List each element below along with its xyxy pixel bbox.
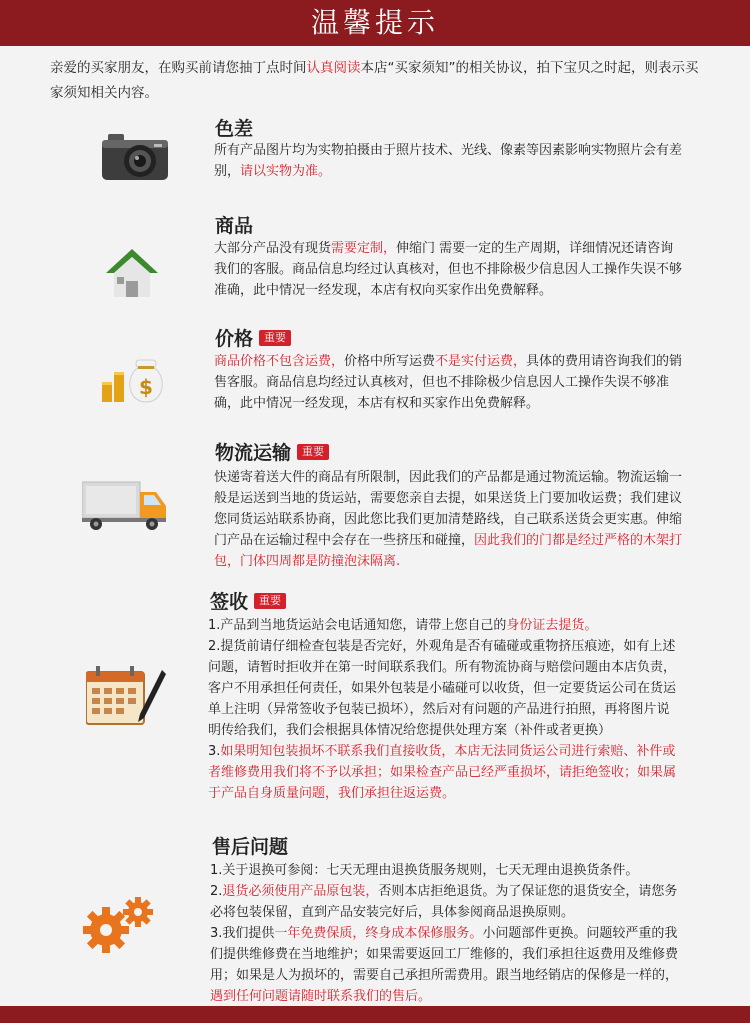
after-item-2: [210, 881, 680, 923]
section-body-product: [214, 238, 684, 301]
section-body-logistics: [214, 467, 684, 572]
section-logistics-text: 快递寄着送大件的商品有所限制，因此我们的产品都是通过物流运输。物流运输一般是运送到当地的货运站，需要您亲自去提，如果送货上门要加收运费；我们建议您同货运站联系协商，因此您比我们更加清楚路线，自己联系送货会更实惠。伸缩门产品在运输过程中会存在一些挤压和碰撞，: [214, 470, 683, 548]
section-body-sign: [208, 615, 678, 804]
important-badge: 重要: [254, 593, 286, 609]
section-after-sales: [0, 826, 750, 1006]
intro-text-part2: 本店“买家须知”的相关协议，拍下宝贝之时起，则表示买家须知相关内容。: [50, 60, 699, 101]
after-item-3-highlight2: 遇到任何问题请随时联系我们的售后。: [210, 989, 432, 1004]
section-product-text1: 大部分产品没有现货: [214, 241, 332, 256]
section-product: [0, 205, 750, 315]
sign-item-2: 2.提货前请仔细检查包装是否完好，外观角是否有磕碰或重物挤压痕迹，如有上述问题，请暂时拒收并在第一时间联系我们。所有物流协商与赔偿问题由本店负责，客户不用承担任何责任，如果外包装是小磕碰可以收货，但一定要货运公司在货运单上注明（异常签收予包装已损坏），然后对有问题的产品进行拍照，再将图片说明传给我们，我们会根据具体情况给您提供处理方案（补件或者更换）: [208, 639, 677, 738]
section-title-price: [215, 324, 291, 351]
section-title-color: 色差: [215, 118, 254, 140]
section-logistics-title-text: 物流运输: [215, 442, 292, 464]
section-logistics-highlight: 因此我们的门都是经过严格的木架打包，门体四周都是防撞泡沫隔离.: [214, 533, 683, 569]
sign-item-3: [208, 741, 678, 804]
sign-item-3-highlight: 如果明知包装损坏不联系我们直接收货，本店无法同货运公司进行索赔、补件或者维修费用我们将不予以承担；如果检查产品已经严重损坏，请拒绝签收；如果属于产品自身质量问题，我们承担往返运费。: [208, 744, 677, 801]
section-price-text3: 具体的费用请咨询我们的销售客服。商品信息均经过认真核对，但也不排除极少信息因人工操作失误不够准确，此中情况一经发现，本店有权和买家作出免费解释。: [214, 354, 683, 411]
sign-item-3-number: 3.: [208, 744, 221, 759]
sign-item-1: [208, 615, 678, 636]
section-body-after-sales: [210, 860, 680, 1007]
section-body-price: [214, 351, 684, 414]
after-item-3-text2: 小问题部件更换。问题较严重的我们提供维修费在当地维护；如果需要返回工厂维修的，我们承担往返费用及维修费用；如果是人为损坏的，需要自己承担所需费用。跟当地经销店的保修是一样的，: [210, 926, 679, 983]
section-sign-title-text: 签收: [210, 591, 249, 613]
section-title-sign: [210, 587, 286, 614]
sign-item-1-highlight: 身份证去提货。: [506, 618, 598, 633]
section-title-after-sales: 售后问题: [212, 836, 289, 858]
house-icon: [104, 247, 160, 299]
after-item-1: 1.关于退换可参阅：七天无理由退换货服务规则，七天无理由退换货条件。: [210, 863, 639, 878]
calendar-pen-icon: [86, 666, 166, 728]
section-price: [0, 320, 750, 415]
money-bag-icon: [100, 352, 166, 404]
svg-text:$: $: [139, 375, 153, 399]
section-price-title-text: 价格: [215, 328, 254, 350]
truck-icon: [82, 478, 168, 530]
section-product-text2: 伸缩门 需要一定的生产周期，详细情况还请咨询我们的客服。商品信息均经过认真核对，但也不排除极少信息因人工操作失误不够准确，此中情况一经发现，本店有权向买家作出免费解释。: [214, 241, 683, 298]
section-title-product: 商品: [215, 215, 254, 237]
header-bar: [0, 0, 750, 46]
section-color-text: 所有产品图片均为实物拍摄由于照片技术、光线、像素等因素影响实物照片会有差别，: [214, 143, 683, 179]
after-item-3: [210, 923, 680, 1007]
after-item-2-text: 否则本店拒绝退货。为了保证您的退货安全，请您务必将包装保留，直到产品安装完好后，具体参阅商品退换原则。: [210, 884, 678, 920]
page-title: 温馨提示: [310, 6, 439, 39]
section-color-highlight: 请以实物为准。: [240, 164, 332, 179]
section-product-highlight: 需要定制，: [331, 241, 397, 256]
after-item-2-highlight: 退货必须使用产品原包装，: [222, 884, 379, 899]
gears-icon: [80, 894, 160, 954]
after-item-3-text: 3.我们提供: [210, 926, 275, 941]
section-logistics: [0, 434, 750, 569]
section-price-highlight1: 商品价格不包含运费，: [214, 354, 345, 369]
after-item-2-number: 2.: [210, 884, 223, 899]
important-badge: 重要: [259, 330, 291, 346]
important-badge: 重要: [297, 444, 329, 460]
intro-highlight: 认真阅读: [306, 60, 361, 76]
section-sign-for: [0, 582, 750, 812]
intro-text: [50, 56, 710, 106]
intro-text-part1: 亲爱的买家朋友，在购买前请您抽丁点时间: [50, 60, 307, 76]
section-body-color: [214, 140, 684, 182]
section-color-difference: [0, 110, 750, 200]
footer-bar: [0, 1006, 750, 1023]
section-price-highlight2: 不是实付运费，: [435, 354, 527, 369]
section-title-logistics: [215, 438, 329, 465]
section-price-text2: 价格中所写运费: [344, 354, 436, 369]
sign-item-1-text: 1.产品到当地货运站会电话通知您，请带上您自己的: [208, 618, 507, 633]
after-item-3-highlight: 一年免费保质，终身成本保修服务。: [274, 926, 483, 941]
camera-icon: [102, 134, 168, 180]
